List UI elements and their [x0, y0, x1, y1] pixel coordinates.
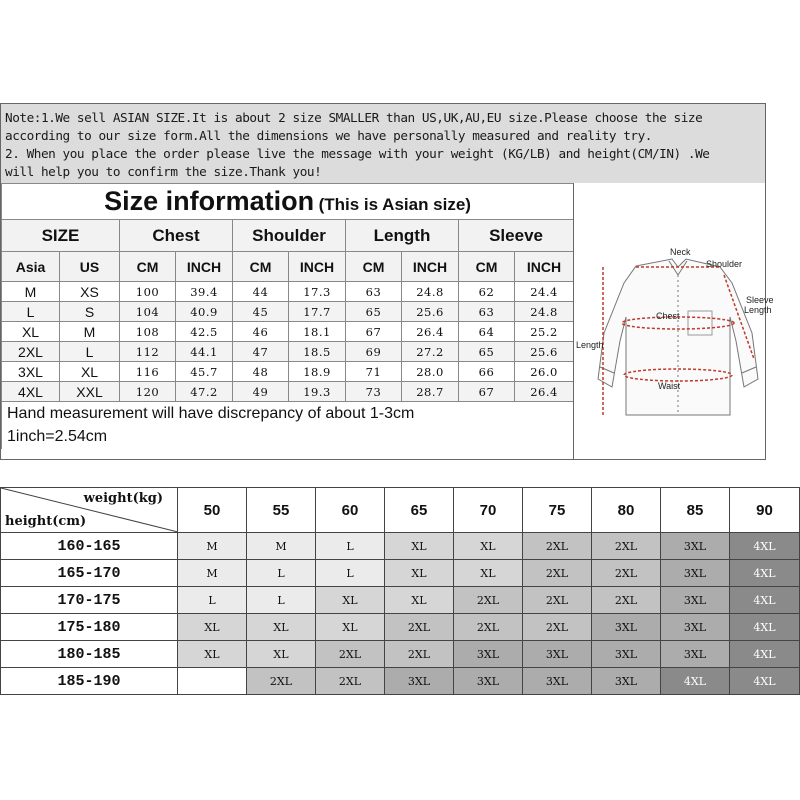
size-recommendation-cell: 2XL: [385, 641, 454, 668]
size-recommendation-cell: 3XL: [661, 614, 730, 641]
height-range-cell: 170-175: [1, 587, 178, 614]
measurement-cell: 44.1: [176, 342, 233, 362]
weight-height-grid-wrap: [0, 487, 799, 695]
note-line: will help you to confirm the size.Thank you!: [5, 164, 322, 179]
measurement-cell: 24.4: [515, 282, 574, 302]
size-recommendation-cell: XL: [178, 641, 247, 668]
us-size-cell: XL: [60, 362, 120, 382]
measurement-cell: 63: [346, 282, 402, 302]
height-range-cell: 185-190: [1, 668, 178, 695]
size-recommendation-cell: 3XL: [385, 668, 454, 695]
size-recommendation-cell: XL: [316, 587, 385, 614]
measurement-cell: 19.3: [289, 382, 346, 402]
asia-size-cell: M: [2, 282, 60, 302]
size-recommendation-cell: XL: [454, 560, 523, 587]
measurement-cell: 42.5: [176, 322, 233, 342]
size-recommendation-cell: XL: [385, 533, 454, 560]
size-title: Size information: [104, 186, 315, 216]
height-row: [1, 641, 800, 668]
size-recommendation-cell: XL: [385, 560, 454, 587]
size-information-table-wrap: [1, 183, 573, 449]
measurement-cell: 49: [233, 382, 289, 402]
label-sleeve-length: Length: [744, 305, 772, 315]
size-recommendation-cell: 2XL: [385, 614, 454, 641]
measurement-cell: 108: [120, 322, 176, 342]
measurement-cell: 46: [233, 322, 289, 342]
us-size-cell: S: [60, 302, 120, 322]
subheader-cell: CM: [459, 252, 515, 282]
size-recommendation-cell: [178, 668, 247, 695]
weight-header-cell: 85: [661, 488, 730, 533]
us-size-cell: XXL: [60, 382, 120, 402]
weight-header-cell: 90: [730, 488, 800, 533]
height-row: [1, 668, 800, 695]
subheader-cell: Asia: [2, 252, 60, 282]
grid-corner-cell: [1, 488, 178, 533]
size-recommendation-cell: 4XL: [730, 560, 800, 587]
size-subtitle: (This is Asian size): [318, 195, 471, 214]
measurement-cell: 28.0: [402, 362, 459, 382]
subheader-cell: INCH: [402, 252, 459, 282]
weight-header-cell: 55: [247, 488, 316, 533]
grid-body: [1, 533, 800, 695]
measurement-discrepancy-note: Hand measurement will have discrepancy of about 1-3cm: [2, 402, 574, 426]
height-range-cell: 175-180: [1, 614, 178, 641]
note-line: according to our size form.All the dimensions we have personally measured and reality try.: [5, 128, 652, 143]
size-recommendation-cell: 3XL: [661, 587, 730, 614]
height-row: [1, 533, 800, 560]
size-recommendation-cell: L: [178, 587, 247, 614]
size-recommendation-cell: 3XL: [592, 614, 661, 641]
us-size-cell: XS: [60, 282, 120, 302]
size-recommendation-cell: 2XL: [523, 533, 592, 560]
height-row: [1, 614, 800, 641]
size-recommendation-cell: M: [247, 533, 316, 560]
size-table-body: [2, 282, 574, 402]
size-recommendation-cell: L: [316, 533, 385, 560]
size-recommendation-cell: 2XL: [592, 533, 661, 560]
size-note: [1, 104, 765, 183]
subheader-cell: INCH: [515, 252, 574, 282]
weight-header-row: [1, 488, 800, 533]
size-recommendation-cell: 3XL: [523, 668, 592, 695]
asia-size-cell: XL: [2, 322, 60, 342]
measurement-cell: 71: [346, 362, 402, 382]
shirt-measurement-diagram: [573, 183, 774, 459]
measurement-cell: 116: [120, 362, 176, 382]
size-recommendation-cell: XL: [247, 641, 316, 668]
measurement-cell: 26.0: [515, 362, 574, 382]
measurement-cell: 25.6: [515, 342, 574, 362]
size-recommendation-cell: 2XL: [316, 641, 385, 668]
measurement-cell: 65: [459, 342, 515, 362]
measurement-cell: 65: [346, 302, 402, 322]
measurement-cell: 73: [346, 382, 402, 402]
measurement-cell: 63: [459, 302, 515, 322]
label-length: Length: [576, 340, 604, 350]
weight-header-cell: 80: [592, 488, 661, 533]
weight-height-size-grid: [0, 487, 800, 695]
measurement-cell: 24.8: [402, 282, 459, 302]
size-recommendation-cell: 4XL: [730, 533, 800, 560]
measurement-cell: 112: [120, 342, 176, 362]
inch-conversion-note: 1inch=2.54cm: [2, 425, 574, 449]
measurement-cell: 67: [459, 382, 515, 402]
measurement-cell: 104: [120, 302, 176, 322]
subheader-cell: INCH: [176, 252, 233, 282]
size-row: [2, 282, 574, 302]
weight-header-cell: 65: [385, 488, 454, 533]
size-recommendation-cell: XL: [385, 587, 454, 614]
measurement-cell: 47: [233, 342, 289, 362]
note-line: Note:1.We sell ASIAN SIZE.It is about 2 size SMALLER than US,UK,AU,EU size.Please choose the size: [5, 110, 703, 125]
size-recommendation-cell: 3XL: [454, 668, 523, 695]
height-row: [1, 587, 800, 614]
label-waist: Waist: [658, 381, 681, 391]
size-information-table: [1, 183, 574, 449]
height-range-cell: 160-165: [1, 533, 178, 560]
size-recommendation-cell: L: [247, 560, 316, 587]
size-recommendation-cell: M: [178, 560, 247, 587]
measurement-cell: 18.1: [289, 322, 346, 342]
weight-axis-label: weight(kg): [83, 491, 163, 506]
size-recommendation-cell: XL: [454, 533, 523, 560]
subheader-cell: CM: [120, 252, 176, 282]
size-recommendation-cell: 2XL: [454, 614, 523, 641]
size-row: [2, 382, 574, 402]
group-header-chest: Chest: [120, 220, 233, 252]
measurement-cell: 17.7: [289, 302, 346, 322]
measurement-cell: 67: [346, 322, 402, 342]
label-chest: Chest: [656, 311, 680, 321]
size-recommendation-cell: 2XL: [316, 668, 385, 695]
measurement-cell: 18.5: [289, 342, 346, 362]
measurement-cell: 100: [120, 282, 176, 302]
group-header-size: SIZE: [2, 220, 120, 252]
measurement-cell: 26.4: [515, 382, 574, 402]
size-recommendation-cell: 2XL: [592, 587, 661, 614]
size-recommendation-cell: M: [178, 533, 247, 560]
measurement-cell: 17.3: [289, 282, 346, 302]
size-recommendation-cell: 3XL: [592, 641, 661, 668]
size-table-title: [2, 184, 574, 220]
size-recommendation-cell: 2XL: [247, 668, 316, 695]
size-recommendation-cell: 3XL: [661, 560, 730, 587]
size-recommendation-cell: 4XL: [661, 668, 730, 695]
subheader-cell: INCH: [289, 252, 346, 282]
weight-header-cell: 60: [316, 488, 385, 533]
weight-header-cell: 50: [178, 488, 247, 533]
measurement-cell: 62: [459, 282, 515, 302]
size-recommendation-cell: 3XL: [661, 533, 730, 560]
height-range-cell: 165-170: [1, 560, 178, 587]
measurement-cell: 25.2: [515, 322, 574, 342]
size-recommendation-cell: 2XL: [454, 587, 523, 614]
asia-size-cell: 4XL: [2, 382, 60, 402]
size-subheader-row: [2, 252, 574, 282]
size-recommendation-cell: 4XL: [730, 587, 800, 614]
measurement-cell: 40.9: [176, 302, 233, 322]
measurement-cell: 27.2: [402, 342, 459, 362]
size-chart-panel: [0, 103, 774, 460]
subheader-cell: US: [60, 252, 120, 282]
size-recommendation-cell: 2XL: [523, 614, 592, 641]
measurement-cell: 45.7: [176, 362, 233, 382]
group-header-sleeve: Sleeve: [459, 220, 574, 252]
label-shoulder: Shoulder: [706, 259, 743, 269]
size-row: [2, 362, 574, 382]
note-line: 2. When you place the order please live the message with your weight (KG/LB) and height(CM/IN) .We: [5, 146, 710, 161]
height-axis-label: height(cm): [5, 514, 87, 529]
measurement-cell: 24.8: [515, 302, 574, 322]
measurement-cell: 45: [233, 302, 289, 322]
group-header-length: Length: [346, 220, 459, 252]
measurement-cell: 28.7: [402, 382, 459, 402]
size-recommendation-cell: 4XL: [730, 641, 800, 668]
measurement-cell: 69: [346, 342, 402, 362]
shirt-icon: [574, 183, 774, 459]
measurement-cell: 64: [459, 322, 515, 342]
measurement-cell: 39.4: [176, 282, 233, 302]
size-recommendation-cell: 3XL: [523, 641, 592, 668]
measurement-cell: 66: [459, 362, 515, 382]
asia-size-cell: L: [2, 302, 60, 322]
group-header-shoulder: Shoulder: [233, 220, 346, 252]
weight-header-cell: 70: [454, 488, 523, 533]
us-size-cell: L: [60, 342, 120, 362]
label-neck: Neck: [670, 247, 691, 257]
height-row: [1, 560, 800, 587]
us-size-cell: M: [60, 322, 120, 342]
size-recommendation-cell: 3XL: [592, 668, 661, 695]
size-recommendation-cell: 4XL: [730, 668, 800, 695]
size-row: [2, 342, 574, 362]
subheader-cell: CM: [346, 252, 402, 282]
size-row: [2, 322, 574, 342]
size-recommendation-cell: XL: [247, 614, 316, 641]
measurement-cell: 26.4: [402, 322, 459, 342]
size-recommendation-cell: XL: [316, 614, 385, 641]
measurement-cell: 44: [233, 282, 289, 302]
size-recommendation-cell: L: [247, 587, 316, 614]
measurement-cell: 47.2: [176, 382, 233, 402]
size-recommendation-cell: 2XL: [523, 560, 592, 587]
size-recommendation-cell: 4XL: [730, 614, 800, 641]
size-recommendation-cell: 3XL: [454, 641, 523, 668]
subheader-cell: CM: [233, 252, 289, 282]
measurement-cell: 18.9: [289, 362, 346, 382]
size-recommendation-cell: L: [316, 560, 385, 587]
label-sleeve: Sleeve: [746, 295, 774, 305]
size-recommendation-cell: 3XL: [661, 641, 730, 668]
measurement-cell: 48: [233, 362, 289, 382]
size-recommendation-cell: XL: [178, 614, 247, 641]
measurement-cell: 120: [120, 382, 176, 402]
asia-size-cell: 2XL: [2, 342, 60, 362]
size-row: [2, 302, 574, 322]
asia-size-cell: 3XL: [2, 362, 60, 382]
height-range-cell: 180-185: [1, 641, 178, 668]
size-recommendation-cell: 2XL: [523, 587, 592, 614]
size-recommendation-cell: 2XL: [592, 560, 661, 587]
measurement-cell: 25.6: [402, 302, 459, 322]
weight-header-cell: 75: [523, 488, 592, 533]
